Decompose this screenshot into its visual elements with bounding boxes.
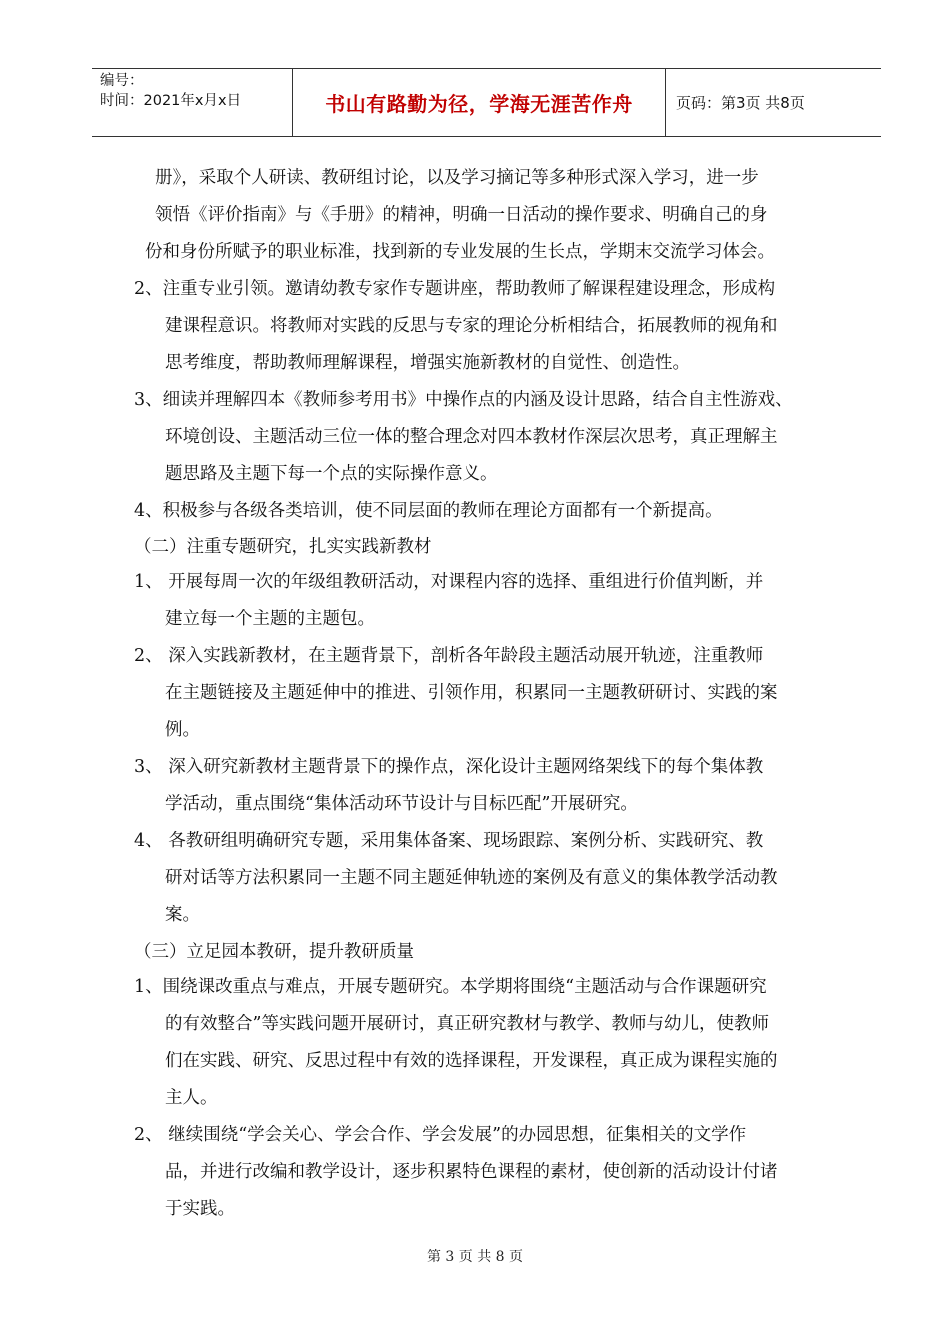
text-line: 思考维度，帮助教师理解课程，增强实施新教材的自觉性、创造性。	[165, 353, 690, 373]
text-line: 例。	[165, 720, 200, 740]
text-line: 案。	[165, 905, 200, 925]
text-line: 份和身份所赋予的职业标准，找到新的专业发展的生长点，学期末交流学习体会。	[145, 242, 775, 262]
header-motto: 书山有路勤为径，学海无涯苦作舟	[293, 69, 666, 136]
text-line: 品，并进行改编和教学设计，逐步积累特色课程的素材，使创新的活动设计付诸	[165, 1162, 778, 1182]
text-line: 的有效整合”等实践问题开展研讨，真正研究教材与教学、教师与幼儿，使教师	[165, 1014, 769, 1034]
text-line: 3、 深入研究新教材主题背景下的操作点，深化设计主题网络架线下的每个集体教	[134, 757, 764, 777]
section-heading: （三）立足园本教研，提升教研质量	[134, 942, 414, 962]
text-line: 1、围绕课改重点与难点，开展专题研究。本学期将围绕“主题活动与合作课题研究	[134, 977, 767, 997]
time-label: 时间：2021年x月x日	[100, 93, 242, 109]
text-line: 于实践。	[165, 1199, 235, 1219]
text-line: 题思路及主题下每一个点的实际操作意义。	[165, 464, 498, 484]
text-line: 环境创设、主题活动三位一体的整合理念对四本教材作深层次思考，真正理解主	[165, 427, 778, 447]
text-line: 建课程意识。将教师对实践的反思与专家的理论分析相结合，拓展教师的视角和	[165, 316, 778, 336]
header-meta	[92, 69, 293, 136]
text-line: 研对话等方法积累同一主题不同主题延伸轨迹的案例及有意义的集体教学活动教	[165, 868, 778, 888]
text-line: 4、 各教研组明确研究专题，采用集体备案、现场跟踪、案例分析、实践研究、教	[134, 831, 764, 851]
text-line: 1、 开展每周一次的年级组教研活动，对课程内容的选择、重组进行价值判断，并	[134, 572, 764, 592]
section-heading: （二）注重专题研究，扎实实践新教材	[134, 537, 432, 557]
page-footer: 第 3 页 共 8 页	[426, 1249, 524, 1265]
text-line: 学活动，重点围绕“集体活动环节设计与目标匹配”开展研究。	[165, 794, 638, 814]
text-line: 建立每一个主题的主题包。	[165, 609, 375, 629]
text-line: 4、积极参与各级各类培训，使不同层面的教师在理论方面都有一个新提高。	[134, 501, 723, 521]
text-line: 在主题链接及主题延伸中的推进、引领作用，积累同一主题教研研讨、实践的案	[165, 683, 778, 703]
text-line: 2、注重专业引领。邀请幼教专家作专题讲座，帮助教师了解课程建设理念，形成构	[134, 279, 776, 299]
serial-label: 编号：	[100, 73, 144, 89]
header-page-info: 页码：第3页 共8页	[676, 94, 805, 112]
text-line: 主人。	[165, 1088, 218, 1108]
text-line: 领悟《评价指南》与《手册》的精神，明确一日活动的操作要求、明确自己的身	[155, 205, 768, 225]
text-line: 3、细读并理解四本《教师参考用书》中操作点的内涵及设计思路，结合自主性游戏、	[134, 390, 793, 410]
page-header	[92, 68, 881, 137]
text-line: 们在实践、研究、反思过程中有效的选择课程，开发课程，真正成为课程实施的	[165, 1051, 778, 1071]
text-line: 2、 继续围绕“学会关心、学会合作、学会发展”的办园思想，征集相关的文学作	[134, 1125, 747, 1145]
text-line: 册》，采取个人研读、教研组讨论，以及学习摘记等多种形式深入学习，进一步	[155, 168, 759, 188]
text-line: 2、 深入实践新教材，在主题背景下，剖析各年龄段主题活动展开轨迹，注重教师	[134, 646, 764, 666]
